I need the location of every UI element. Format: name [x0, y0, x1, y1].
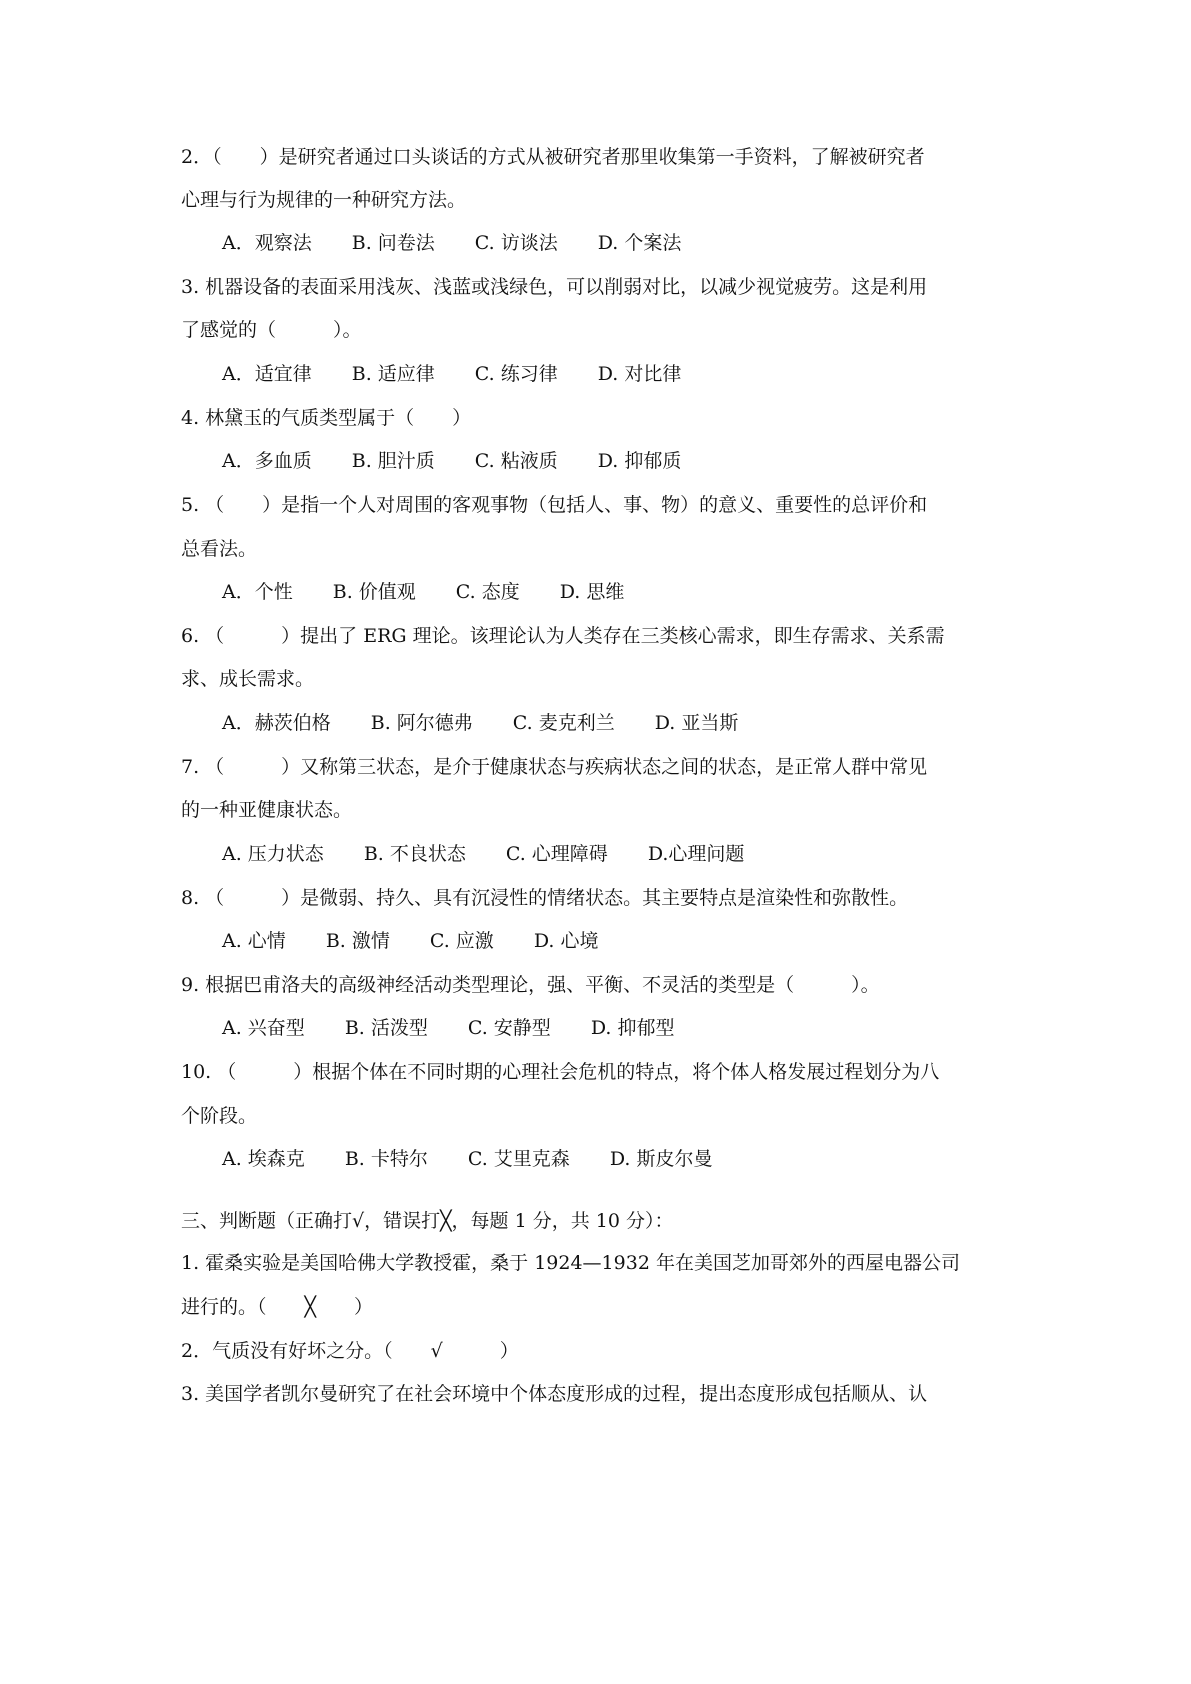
option-a: A．多血质 — [222, 450, 312, 472]
option-c: C. 访谈法 — [474, 232, 558, 254]
option-c: C. 麦克利兰 — [512, 712, 615, 734]
option-b: B. 不良状态 — [363, 843, 466, 865]
option-a: A．适宜律 — [222, 363, 312, 385]
option-b: B. 活泼型 — [344, 1017, 428, 1039]
option-c: C. 粘液质 — [474, 450, 558, 472]
option-d: D. 抑郁质 — [597, 450, 682, 472]
question-2-line-2: 心理与行为规律的一种研究方法。 — [181, 189, 467, 211]
question-10-options — [222, 1145, 1062, 1173]
option-b: B. 激情 — [325, 930, 390, 952]
option-b: B. 卡特尔 — [344, 1148, 428, 1170]
option-b: B. 胆汁质 — [351, 450, 435, 472]
question-3-line-1: 3. 机器设备的表面采用浅灰、浅蓝或浅绿色，可以削弱对比，以减少视觉疲劳。这是利用 — [181, 276, 928, 298]
option-d: D. 思维 — [559, 581, 625, 603]
option-a: A. 兴奋型 — [222, 1017, 305, 1039]
section-3-title: 三、判断题（正确打√，错误打╳，每题 1 分，共 10 分）： — [181, 1210, 674, 1232]
option-c: C. 艾里克森 — [467, 1148, 570, 1170]
question-9-line-1: 9. 根据巴甫洛夫的高级神经活动类型理论，强、平衡、不灵活的类型是（ ）。 — [181, 974, 880, 996]
option-d: D. 个案法 — [597, 232, 682, 254]
option-b: B. 适应律 — [351, 363, 435, 385]
option-c: C. 应激 — [429, 930, 494, 952]
option-d: D. 对比律 — [597, 363, 682, 385]
option-a: A. 心情 — [222, 930, 286, 952]
question-10-line-1: 10. （ ）根据个体在不同时期的心理社会危机的特点，将个体人格发展过程划分为八 — [181, 1061, 940, 1083]
option-d: D. 斯皮尔曼 — [609, 1148, 713, 1170]
option-c: C. 态度 — [455, 581, 520, 603]
judge-item-2-line-1: 2．气质没有好坏之分。（ √ ） — [181, 1340, 519, 1362]
option-b: B. 问卷法 — [351, 232, 435, 254]
question-8-line-1: 8. （ ）是微弱、持久、具有沉浸性的情绪状态。其主要特点是渲染性和弥散性。 — [181, 887, 909, 909]
question-7-line-2: 的一种亚健康状态。 — [181, 799, 353, 821]
question-2-options — [222, 229, 1062, 257]
question-4-options — [222, 447, 1062, 475]
question-2-line-1: 2．（ ）是研究者通过口头谈话的方式从被研究者那里收集第一手资料，了解被研究者 — [181, 146, 925, 168]
option-a: A. 压力状态 — [222, 843, 324, 865]
question-5-line-2: 总看法。 — [181, 538, 258, 560]
question-6-line-1: 6. （ ）提出了 ERG 理论。该理论认为人类存在三类核心需求，即生存需求、关系需 — [181, 625, 945, 647]
judge-item-3-line-1: 3. 美国学者凯尔曼研究了在社会环境中个体态度形成的过程，提出态度形成包括顺从、认 — [181, 1383, 928, 1405]
question-6-line-2: 求、成长需求。 — [181, 668, 315, 690]
question-5-line-1: 5. （ ）是指一个人对周围的客观事物（包括人、事、物）的意义、重要性的总评价和 — [181, 494, 928, 516]
judge-item-1-line-1: 1. 霍桑实验是美国哈佛大学教授霍，桑于 1924—1932 年在美国芝加哥郊外的西屋电器公司 — [181, 1252, 960, 1274]
option-d: D. 抑郁型 — [590, 1017, 675, 1039]
option-c: C. 练习律 — [474, 363, 558, 385]
question-4-line-1: 4. 林黛玉的气质类型属于（ ） — [181, 407, 472, 429]
judge-item-1-line-2: 进行的。（ ╳ ） — [181, 1296, 373, 1318]
question-3-options — [222, 360, 1062, 388]
option-d: D. 亚当斯 — [654, 712, 739, 734]
option-c: C. 安静型 — [467, 1017, 551, 1039]
option-d: D. 心境 — [533, 930, 599, 952]
option-a: A．观察法 — [222, 232, 312, 254]
option-d: D.心理问题 — [647, 843, 745, 865]
question-5-options — [222, 578, 1062, 606]
question-10-line-2: 个阶段。 — [181, 1105, 258, 1127]
option-b: B. 价值观 — [332, 581, 416, 603]
question-6-options — [222, 709, 1062, 737]
question-9-options — [222, 1014, 1062, 1042]
question-7-options — [222, 840, 1062, 868]
option-a: A. 埃森克 — [222, 1148, 305, 1170]
question-3-line-2: 了感觉的（ ）。 — [181, 319, 362, 341]
question-8-options — [222, 927, 1062, 955]
option-a: A．赫茨伯格 — [222, 712, 331, 734]
question-7-line-1: 7. （ ）又称第三状态，是介于健康状态与疾病状态之间的状态，是正常人群中常见 — [181, 756, 928, 778]
option-c: C. 心理障碍 — [505, 843, 608, 865]
option-a: A．个性 — [222, 581, 293, 603]
option-b: B. 阿尔德弗 — [370, 712, 473, 734]
